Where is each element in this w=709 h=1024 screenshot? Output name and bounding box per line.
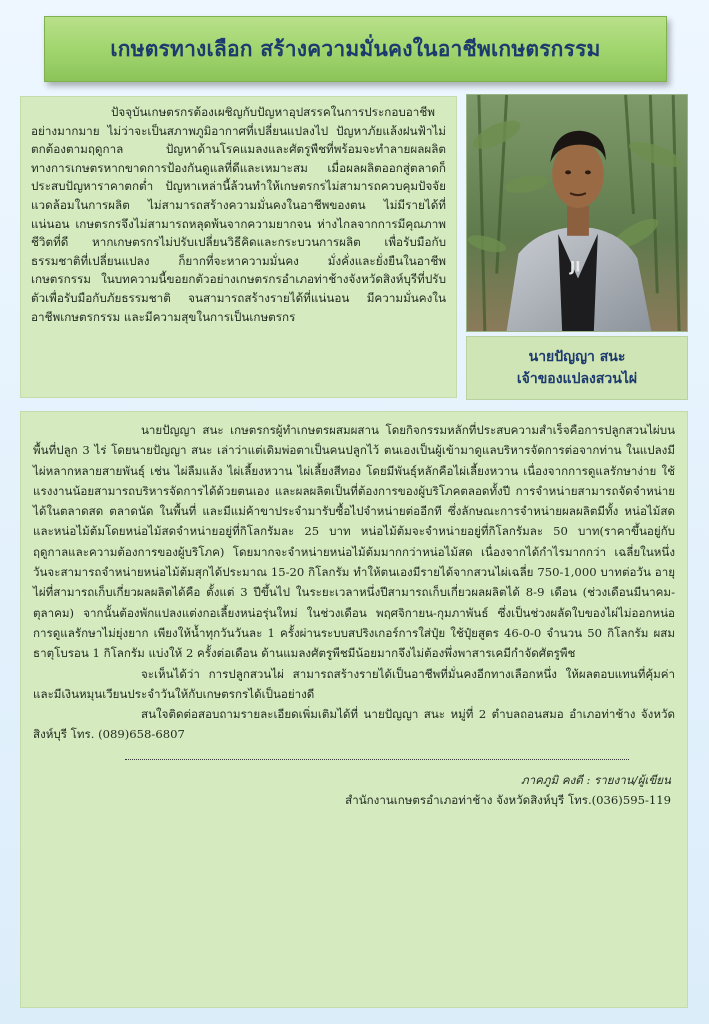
dotted-separator xyxy=(125,759,629,760)
article-paragraph-3: สนใจติดต่อสอบถามรายละเอียดเพิ่มเติมได้ที่ นายปัญญา สนะ หมู่ที่ 2 ตำบลถอนสมอ อำเภอท่าช้าง จังหวัดสิงห์บุรี โทร. (089)658-6807 xyxy=(33,707,675,742)
title-banner xyxy=(44,16,667,82)
farmer-photo xyxy=(466,94,688,332)
svg-text:JI: JI xyxy=(570,259,581,276)
author-credit: ภาคภูมิ คงดี : รายงาน/ผู้เขียน xyxy=(520,772,671,787)
caption-role: เจ้าของแปลงสวนไผ่ xyxy=(516,371,638,387)
article-paragraph-2: จะเห็นได้ว่า การปลูกสวนไผ่ สามารถสร้างรายได้เป็นอาชีพที่มั่นคงอีกทางเลือกหนึ่ง ให้ผลตอบแทนที่คุ้มค่า และมีเงินหมุนเวียนประจำวันให้กับเกษตรกรได้เป็นอย่างดี xyxy=(33,666,675,701)
article-paragraph-1: นายปัญญา สนะ เกษตรกรผู้ทำเกษตรผสมผสาน โดยกิจกรรมหลักที่ประสบความสำเร็จคือการปลูกสวนไผ่บนพื้นที่ปลูก 3 ไร่ โดยนายปัญญา สนะ เล่าว่าแต่เดิมพ่อตาเป็นคนปลูกไว้ ตนเองเป็นผู้เข้ามาดูแลบริหารจัดการต่อจากท่าน ในแปลงมีไผ่หลากหลายสายพันธุ์ เช่น ไผ่ลืมแล้ง ไผ่เลี้ยงหวาน ไผ่เลี้ยงสีทอง โดยมีพันธุ์หลักคือไผ่เลี้ยงหวาน เนื่องจากการดูแลรักษาง่าย ใช้แรงงานน้อยสามารถบริหารจัดการได้ด้วยตนเอง และผลผลิตเป็นที่ต้องการของผู้บริโภคตลอดทั้งปี การจำหน่ายสามารถจัดจำหน่ายได้ในตลาดสด ตลาดนัด ในพื้นที่ และมีแม่ค้าขาประจำมารับซื้อไปจำหน่ายต่ออีกที ซึ่งลักษณะการจำหน่ายผลผลิตมีทั้ง หน่อไม้สด และหน่อไม้ต้มโดยหน่อไม้สดจำหน่ายอยู่ที่กิโลกรัมละ 25 บาท หน่อไม้ต้มจะจำหน่ายอยู่ที่กิโลกรัมละ 50 บาท(ราคาขึ้นอยู่กับฤดูกาลและความต้องการของผู้บริโภค) โดยมากจะจำหน่ายหน่อไม้ต้มมากกว่าหน่อไม้สด เนื่องจากได้กำไรมากกว่า เฉลี่ยในหนึ่งวันจะสามารถจำหน่ายหน่อไม้ต้มสุกได้ประมาณ 15-20 กิโลกรัม ทำให้ตนเองมีรายได้จากสวนไผ่เฉลี่ย 750-1,000 บาทต่อวัน อายุไผ่ที่สามารถเก็บเกี่ยวผลผลิตได้คือ ตั้งแต่ 3 ปีขึ้นไป ในระยะเวลาหนึ่งปีสามารถเก็บเกี่ยวผลผลิตได้ 8-9 เดือน (ช่วงเดือนมีนาคม-ตุลาคม) จากนั้นต้องพักแปลงแต่งกอเลี้ยงหน่อรุ่นใหม่ ในช่วงเดือน พฤศจิกายน-กุมภาพันธ์ ซึ่งเป็นช่วงผลัดใบของไผ่ไม่ออกหน่อ การดูแลรักษาไม่ยุ่งยาก เพียงให้น้ำทุกวันวันละ 1 ครั้งผ่านระบบสปริงเกอร์การใส่ปุ๋ย ใช้ปุ๋ยสูตร 46-0-0 จำนวน 50 กิโลกรัม ผสมธาตุโบรอน 1 กิโลกรัม แบ่งให้ 2 ครั้งต่อเดือน ด้านแมลงศัตรูพืชมีน้อยมากจึงไม่ต้องพึ่งพาสารเคมีกำจัดศัตรูพืช xyxy=(33,423,675,661)
caption-name: นายปัญญา สนะ xyxy=(528,349,626,365)
intro-paragraph: ปัจจุบันเกษตรกรต้องเผชิญกับปัญหาอุปสรรคในการประกอบอาชีพอย่างมากมาย ไม่ว่าจะเป็นสภาพภูมิอากาศที่เปลี่ยนแปลงไป ปัญหาภัยแล้งฝนฟ้าไม่ตกต้องตามฤดูกาล ปัญหาด้านโรคแมลงและศัตรูพืชที่พร้อมจะทำลายผลผลิตทางการเกษตรหากขาดการป้องกันดูแลที่ดีและเหมาะสม เมื่อผลผลิตออกสู่ตลาดก็ประสบปัญหาราคาตกต่ำ ปัญหาเหล่านี้ล้วนทำให้เกษตรกรไม่สามารถควบคุมปัจจัยแวดล้อมในการผลิต ไม่สามารถสร้างความมั่นคงในอาชีพของตน ไม่มีรายได้ที่แน่นอน เกษตรกรจึงไม่สามารถหลุดพ้นจากความยากจน ห่างไกลจากการมีคุณภาพชีวิตที่ดี หากเกษตรกรไม่ปรับเปลี่ยนวิธีคิดและกระบวนการผลิต เพื่อรับมือกับธรรมชาติที่เปลี่ยนแปลง ก็ยากที่จะหาความมั่นคง มั่งคั่งและยั่งยืนในอาชีพเกษตรกรรม ในบทความนี้ขอยกตัวอย่างเกษตรกรอำเภอท่าช้างจังหวัดสิงห์บุรีที่ปรับตัวเพื่อรับมือกับภัยธรรมชาติ จนสามารถสร้างรายได้ที่แน่นอน มีความมั่นคงในอาชีพเกษตรกรรม และมีความสุขในการเป็นเกษตรกร xyxy=(31,105,446,324)
page-title: เกษตรทางเลือก สร้างความมั่นคงในอาชีพเกษตรกรรม xyxy=(110,35,601,61)
office-credit: สำนักงานเกษตรอำเภอท่าช้าง จังหวัดสิงห์บุรี โทร.(036)595-119 xyxy=(345,792,671,807)
farmer-photo-image xyxy=(467,95,687,331)
main-article-box xyxy=(20,411,688,1008)
intro-box xyxy=(20,96,457,398)
photo-caption xyxy=(466,336,688,400)
